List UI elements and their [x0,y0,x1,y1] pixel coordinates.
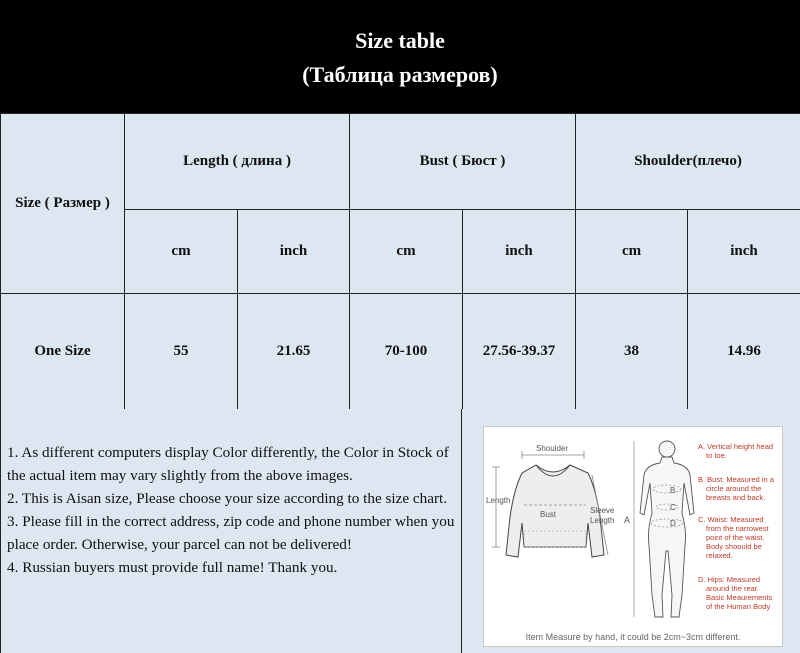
size-cell: One Size [1,294,125,410]
value-cell: 27.56-39.37 [463,294,576,410]
value-cell: 70-100 [350,294,463,410]
unit-header: cm [125,210,238,294]
marker-a: A [624,515,631,525]
length-header: Length ( длина ) [125,114,350,210]
shoulder-label: Shoulder [536,444,569,453]
legend-a-line2: to toe. [706,451,727,460]
notes-panel [0,409,462,653]
note-item: 3. Please fill in the correct address, zip code and phone number when you place order. Otherwise, your parcel can not be delivered! [7,513,455,553]
marker-d: D [670,519,676,528]
length-label: Length [486,496,511,505]
unit-header: inch [463,210,576,294]
legend-c-line1: C. Waist: Measured [698,515,764,524]
value-cell: 38 [576,294,688,410]
value-cell: 21.65 [238,294,350,410]
legend-d-line4: of the Human Body [706,602,771,611]
legend-d-line1: D. Hips: Measured [698,575,761,584]
page-title: Size table [355,28,445,53]
bust-label: Bust [540,510,557,519]
unit-header: inch [688,210,800,294]
legend-b-line2: circle around the [706,484,762,493]
page-header [0,0,800,113]
human-body [634,441,694,617]
note-item: 2. This is Aisan size, Please choose your size according to the size chart. [7,490,448,507]
shoulder-header: Shoulder(плечо) [576,114,800,210]
figure-caption: Item Measure by hand, it could be 2cm~3cm different. [525,632,741,642]
value-cell: 14.96 [688,294,800,410]
legend-c-line3: point of the waist. [706,533,765,542]
legend-d-line2: around the rear. [706,584,759,593]
marker-c: C [670,503,676,512]
unit-header: inch [238,210,350,294]
legend-b-line3: breasts and back. [706,493,766,502]
sleeve-label-2: Length [590,516,615,525]
note-item: 4. Russian buyers must provide full name! Thank you. [7,559,338,576]
measurement-diagram [484,427,784,648]
legend-d-line3: Basic Meaurements [706,593,773,602]
value-cell: 55 [125,294,238,410]
legend-b-line1: B. Bust: Measured in a [698,475,774,484]
size-table [0,113,800,410]
legend-c-line5: relaxed. [706,551,733,560]
measurement-figure [483,426,783,647]
table-row [1,294,800,410]
unit-header: cm [576,210,688,294]
sleeve-label: Sleeve [590,506,615,515]
legend-a-line1: A. Vertical height head [698,442,774,451]
size-column-header: Size ( Размер ) [1,114,125,294]
note-item: 1. As different computers display Color differently, the Color in Stock of the actual item may vary slightly from the above images. [7,444,449,484]
measurement-figure-panel [462,409,800,653]
legend-c-line4: Body shoould be [706,542,762,551]
unit-header: cm [350,210,463,294]
marker-b: B [670,486,676,495]
legend-c-line2: from the narrowest [706,524,769,533]
page-subtitle: (Таблица размеров) [302,62,498,87]
bust-header: Bust ( Бюст ) [350,114,576,210]
